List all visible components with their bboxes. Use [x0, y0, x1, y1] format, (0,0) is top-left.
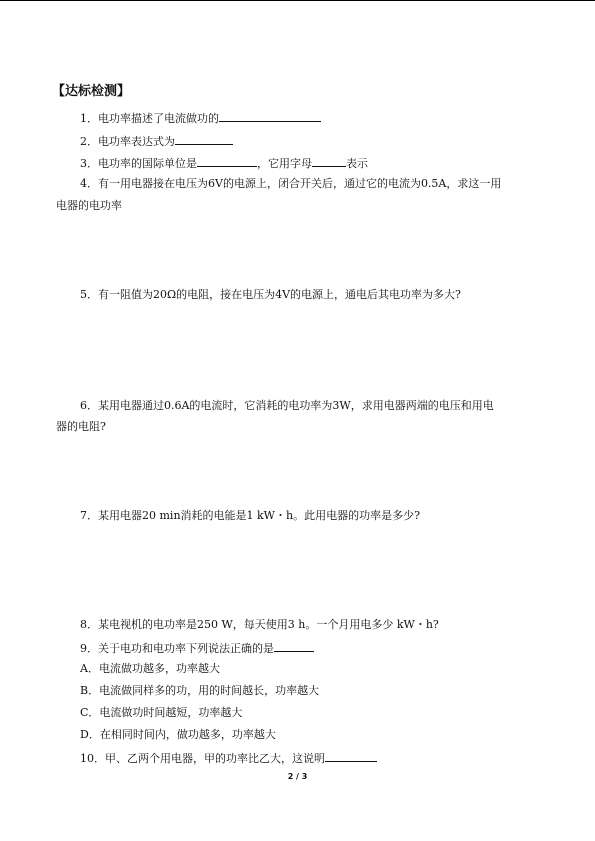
question-9 [80, 640, 314, 656]
answer-blank[interactable] [312, 155, 346, 167]
answer-blank[interactable] [325, 750, 377, 762]
question-1 [80, 110, 321, 126]
question-9-option-b: B．电流做同样多的功，用的时间越长，功率越大 [80, 684, 320, 697]
question-9-text: 9．关于电功和电功率下列说法正确的是 [80, 642, 274, 655]
question-5: 5．有一阻值为20Ω的电阻，接在电压为4V的电源上，通电后其电功率为多大? [80, 288, 461, 301]
question-2-text: 2．电功率表达式为 [80, 135, 175, 148]
question-3 [80, 155, 368, 171]
question-3-text-b: ，它用字母 [257, 157, 312, 170]
answer-blank[interactable] [175, 133, 233, 145]
question-1-text: 1．电功率描述了电流做功的 [80, 112, 219, 125]
question-10-text: 10．甲、乙两个用电器，甲的功率比乙大，这说明 [80, 752, 325, 765]
question-7: 7．某用电器20 min消耗的电能是1 kW・h。此用电器的功率是多少? [80, 509, 420, 522]
section-title: 【达标检测】 [52, 84, 131, 99]
question-9-option-c: C．电流做功时间越短，功率越大 [80, 706, 243, 719]
answer-blank[interactable] [274, 640, 314, 652]
question-2 [80, 133, 233, 149]
question-10 [80, 750, 377, 766]
answer-blank[interactable] [197, 155, 257, 167]
question-6-line-2: 器的电阻? [56, 420, 106, 433]
question-3-text-a: 3．电功率的国际单位是 [80, 157, 197, 170]
question-6-line-1: 6．某用电器通过0.6A的电流时，它消耗的电功率为3W，求用电器两端的电压和用电 [80, 399, 494, 412]
question-8: 8．某电视机的电功率是250 W，每天使用3 h。一个月用电多少 kW・h? [80, 618, 439, 631]
question-4-line-2: 电器的电功率 [56, 199, 122, 212]
top-border-line [0, 0, 595, 1]
question-9-option-d: D．在相同时间内，做功越多，功率越大 [80, 728, 276, 741]
question-9-option-a: A．电流做功越多，功率越大 [80, 662, 220, 675]
question-4-line-1: 4．有一用电器接在电压为6V的电源上，闭合开关后，通过它的电流为0.5A，求这一用 [80, 177, 502, 190]
answer-blank[interactable] [219, 110, 321, 122]
page-number: 2 / 3 [287, 772, 308, 781]
question-3-text-c: 表示 [346, 157, 368, 170]
